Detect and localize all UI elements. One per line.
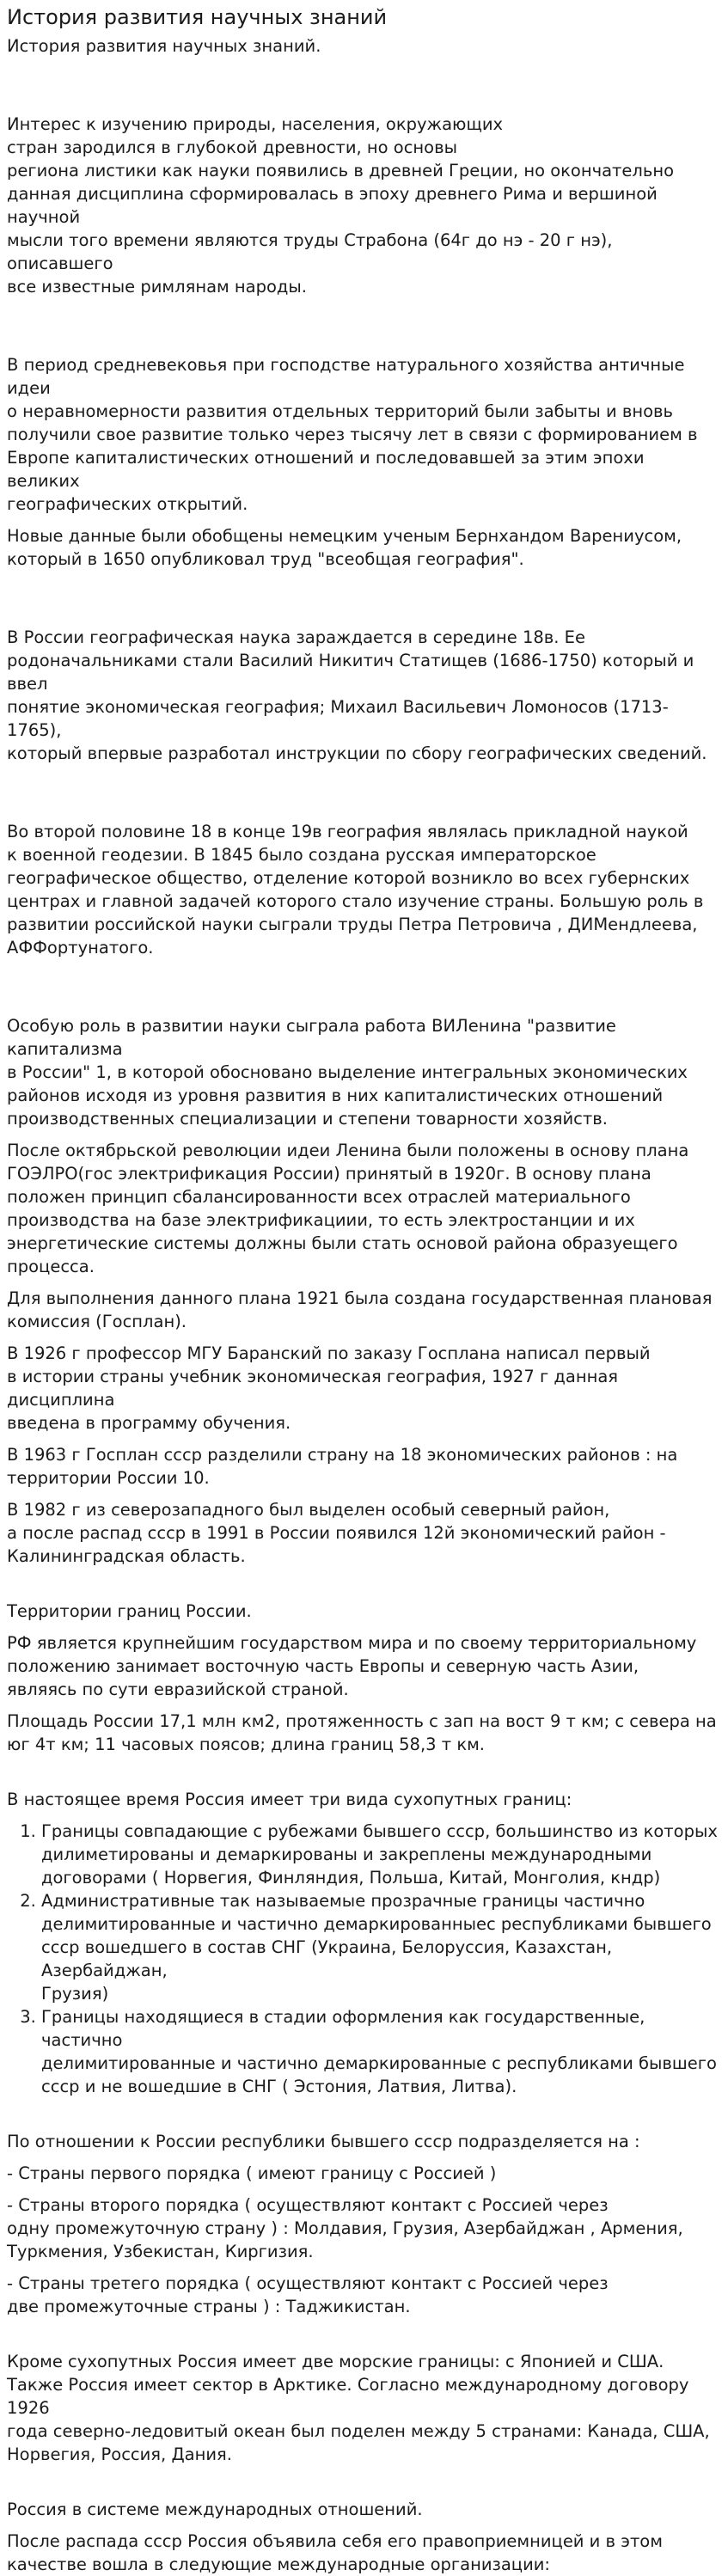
paragraph-spacer (7, 1576, 721, 1600)
text-line: В настоящее время Россия имеет три вида сухопутных границ: (7, 1790, 572, 1809)
text-line: понятие экономическая география; Михаил Васильевич Ломоносов (1713-1765), (7, 697, 669, 740)
paragraph (7, 1287, 721, 1333)
list-item (41, 2005, 721, 2098)
text-line: центрах и главной задачей которого стало изучение страны. Большую роль в (7, 891, 704, 911)
text-line: ссср и не вошедшие в СНГ ( Эстония, Латвия, Литва). (41, 2077, 517, 2096)
paragraph-spacer (7, 2107, 721, 2130)
text-line: делимитированные и частично демаркированные с республиками бывшего (41, 2053, 717, 2073)
paragraph-spacer (7, 968, 721, 1014)
text-line: Грузия) (41, 1984, 109, 2004)
border-types-list (7, 1820, 721, 2098)
text-line: к военной геодезии. В 1845 было создана русская императорское (7, 845, 596, 865)
text-line: энергетические системы должны были стать основой района образуещего (7, 1233, 678, 1253)
paragraph (7, 2530, 721, 2576)
paragraph-spacer (7, 66, 721, 113)
text-line: Границы совпадающие с рубежами бывшего ссср, большинство из которых (41, 1821, 718, 1841)
paragraph (7, 626, 721, 765)
text-line: АФФортунатого. (7, 938, 154, 958)
document-body-continued (7, 2107, 721, 2576)
text-line: В период средневековья при господстве натурального хозяйства античные идеи (7, 355, 685, 398)
text-line: стран зародился в глубокой древности, но основы (7, 138, 458, 157)
text-line: - Страны первого порядка ( имеют границу с Россией ) (7, 2163, 497, 2183)
paragraph (7, 1342, 721, 1435)
text-line: географическое общество, отделение которой возникло во всех губернских (7, 868, 690, 888)
text-line: Интерес к изучению природы, населения, окружающих (7, 114, 504, 134)
text-line: РФ является крупнейшим государством мира и по своему территориальному (7, 1633, 697, 1653)
text-line: производственных специализации и степени товарности хозяйств. (7, 1109, 608, 1129)
text-line: региона листики как науки появились в древней Греции, но окончательно (7, 161, 675, 181)
text-line: Во второй половине 18 в конце 19в география являлась прикладной наукой (7, 822, 688, 841)
paragraph-spacer (7, 307, 721, 353)
text-line: Туркмения, Узбекистан, Киргизия. (7, 2242, 314, 2261)
text-line: одну промежуточную страну ) : Молдавия, Грузия, Азербайджан , Армения, (7, 2218, 683, 2238)
text-line: Кроме сухопутных Россия имеет две морские границы: с Японией и США. (7, 2352, 664, 2371)
text-line: положению занимает восточную часть Европы и северную часть Азии, (7, 1656, 639, 1676)
text-line: По отношении к России республики бывшего ссср подразделяется на : (7, 2132, 640, 2151)
text-line: Норвегия, Россия, Дания. (7, 2444, 232, 2464)
text-line: делимитированные и частично демаркированныес республиками бывшего (41, 1914, 712, 1934)
text-line: В 1982 г из северозападного был выделен особый северный район, (7, 1500, 610, 1520)
text-line: в истории страны учебник экономическая география, 1927 г данная дисциплина (7, 1367, 618, 1410)
text-line: территории России 10. (7, 1468, 210, 1488)
text-line: развитии российской науки сыграли труды Петра Петровича , ДИМендлеева, (7, 915, 698, 934)
text-line: После распада ссср Россия объявила себя его правоприемницей и в этом (7, 2531, 663, 2551)
text-line: производства на базе электрификациии, то есть электростанции и их (7, 1210, 635, 1230)
text-line: Площадь России 17,1 млн км2, протяженность с зап на вост 9 т км; с севера на (7, 1711, 717, 1731)
text-line: договорами ( Норвегия, Финляндия, Польша, Китай, Монголия, кндр) (41, 1868, 661, 1888)
paragraph (7, 820, 721, 959)
paragraph-spacer (7, 1765, 721, 1788)
page-title: История развития научных знаний (7, 5, 388, 29)
text-line: ссср вошедшего в состав СНГ (Украина, Белоруссия, Казахстан, Азербайджан, (41, 1937, 613, 1980)
text-line: - Страны третего порядка ( осуществляют контакт с Россией через (7, 2273, 609, 2293)
text-line: качестве вошла в следующие международные организации: (7, 2555, 550, 2574)
text-line: районов исходя из уровня развития в них капиталистических отношений (7, 1086, 664, 1105)
paragraph (7, 2194, 721, 2263)
paragraph (7, 113, 721, 298)
document-body (7, 66, 721, 1811)
text-line: положен принцип сбалансированности всех отраслей материального (7, 1187, 631, 1207)
paragraph (7, 2162, 721, 2185)
text-line: Также Россия имеет сектор в Арктике. Согласно международному договору 1926 (7, 2375, 689, 2418)
paragraph (7, 2498, 721, 2521)
text-line: В 1926 г профессор МГУ Баранский по заказу Госплана написал первый (7, 1343, 651, 1363)
text-line: Особую роль в развитии науки сыграла работа ВИЛенина "развитие капитализма (7, 1016, 616, 1059)
text-line: Новые данные были обобщены немецким ученым Бернхандом Варениусом, (7, 526, 682, 546)
paragraph-spacer (7, 774, 721, 820)
list-item (41, 1889, 721, 2005)
text-line: Россия в системе международных отношений. (7, 2500, 423, 2519)
text-line: введена в программу обучения. (7, 1413, 291, 1433)
text-line: комиссия (Госплан). (7, 1312, 187, 1331)
paragraph (7, 1139, 721, 1278)
paragraph (7, 1014, 721, 1130)
text-line: а после распад ссср в 1991 в России появился 12й экономический район - (7, 1523, 666, 1543)
text-line: две промежуточные страны ) : Таджикистан. (7, 2297, 411, 2316)
paragraph (7, 1443, 721, 1490)
text-line: - Страны второго порядка ( осуществляют контакт с Россией через (7, 2195, 609, 2215)
text-line: В России географическая наука зараждается в середине 18в. Ее (7, 627, 585, 647)
text-line: В 1963 г Госплан ссср разделили страну на 18 экономических районов : на (7, 1445, 678, 1465)
paragraph (7, 353, 721, 516)
page-subtitle: История развития научных знаний. (7, 36, 321, 56)
paragraph (7, 1600, 721, 1623)
text-line: данная дисциплина сформировалась в эпоху древнего Рима и вершиной научной (7, 184, 658, 227)
paragraph (7, 1631, 721, 1701)
paragraph (7, 2272, 721, 2318)
text-line: в России" 1, в которой обосновано выделение интегральных экономических (7, 1062, 688, 1082)
paragraph (7, 524, 721, 571)
text-line: родоначальниками стали Василий Никитич Статищев (1686-1750) который и ввел (7, 651, 694, 694)
text-line: юг 4т км; 11 часовых поясов; длина границ 58,3 т км. (7, 1735, 486, 1754)
text-line: о неравномерности развития отдельных территорий были забыты и вновь (7, 401, 674, 421)
text-line: Европе капиталистических отношений и последовавшей за этим эпохи великих (7, 448, 645, 491)
text-line: Калининградская область. (7, 1546, 246, 1566)
text-line: географических открытий. (7, 494, 248, 514)
text-line: являясь по сути евразийской страной. (7, 1680, 349, 1699)
text-line: Административные так называемые прозрачные границы частично (41, 1891, 645, 1911)
text-line: Территории границ России. (7, 1601, 252, 1621)
paragraph-spacer (7, 2327, 721, 2350)
text-line: дилиметированы и демаркированы и закреплены международными (41, 1845, 652, 1864)
paragraph (7, 1788, 721, 1811)
paragraph-spacer (7, 2475, 721, 2498)
text-line: все известные римлянам народы. (7, 277, 308, 297)
text-line: Границы находящиеся в стадии оформления как государственные, частично (41, 2007, 645, 2050)
text-line: который впервые разработал инструкции по сбору географических сведений. (7, 743, 707, 763)
text-line: ГОЭЛРО(гос электрификация России) принятый в 1920г. В основу плана (7, 1164, 652, 1184)
text-line: получили свое развитие только через тысячу лет в связи с формированием в (7, 425, 698, 444)
text-line: процесса. (7, 1257, 95, 1276)
text-line: Для выполнения данного плана 1921 была создана государственная плановая (7, 1288, 713, 1308)
text-line: мысли того времени являются труды Страбона (64г до нэ - 20 г нэ), описавшего (7, 230, 613, 273)
paragraph (7, 1498, 721, 1568)
text-line: После октябрьской революции идеи Ленина были положены в основу плана (7, 1141, 689, 1160)
paragraph (7, 1710, 721, 1756)
text-line: который в 1650 опубликовал труд "всеобщая география". (7, 549, 524, 569)
paragraph (7, 2130, 721, 2153)
text-line: года северно-ледовитый океан был поделен между 5 странами: Канада, США, (7, 2421, 710, 2441)
paragraph-spacer (7, 579, 721, 626)
list-item (41, 1820, 721, 1889)
